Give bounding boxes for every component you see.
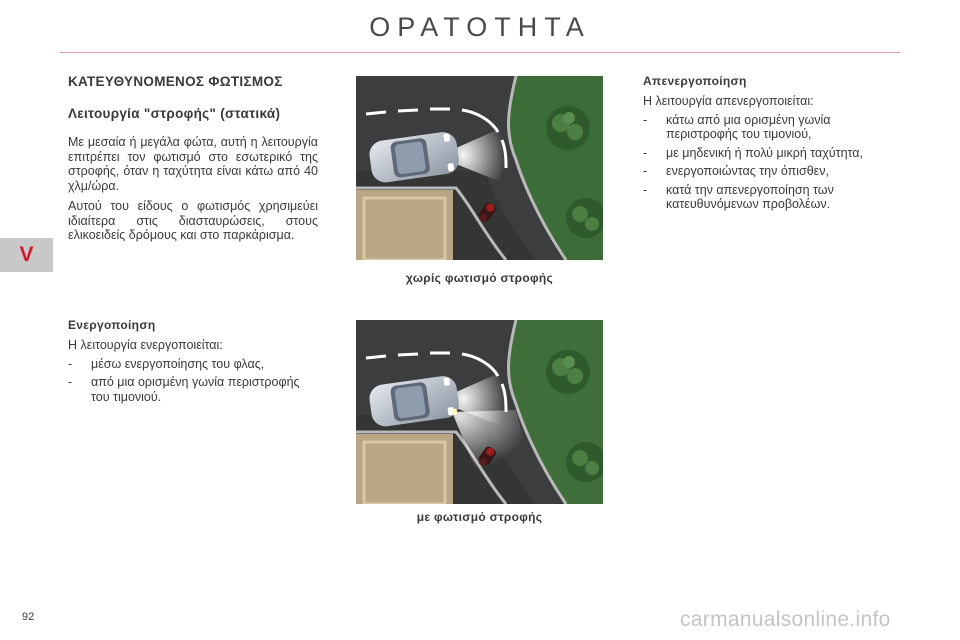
- activation-intro: Η λειτουργία ενεργοποιείται:: [68, 338, 223, 352]
- list-item: - μέσω ενεργοποίησης του φλας,: [68, 357, 318, 372]
- list-item: - κάτω από μια ορισμένη γωνία περιστροφής του τιμονιού,: [643, 113, 893, 142]
- deactivation-heading: Απενεργοποίηση: [643, 74, 747, 88]
- watermark: carmanualsonline.info: [680, 608, 891, 631]
- activation-list: [68, 357, 318, 405]
- list-item: - από μια ορισμένη γωνία περιστροφής του τιμονιού.: [68, 375, 318, 404]
- title-divider: [60, 52, 900, 53]
- chapter-tab-label: V: [19, 243, 34, 266]
- page-title: ΟΡΑΤΟΤΗΤΑ: [369, 12, 591, 42]
- chapter-tab: [0, 238, 53, 272]
- list-item: - κατά την απενεργοποίηση των κατευθυνόμενων προβολέων.: [643, 183, 893, 212]
- intro-paragraph: Με μεσαία ή μεγάλα φώτα, αυτή η λειτουργία επιτρέπει τον φωτισμό στο εσωτερικό της στροφής, όταν η ταχύτητα είναι κάτω από 40 χλμ/ώρα.: [68, 135, 318, 193]
- page-number: 92: [22, 611, 35, 623]
- illustration-with-cornering-light: [356, 320, 603, 504]
- list-item: - με μηδενική ή πολύ μικρή ταχύτητα,: [643, 146, 893, 161]
- subsection-title: Λειτουργία "στροφής" (στατικά): [68, 106, 281, 121]
- list-item: - ενεργοποιώντας την όπισθεν,: [643, 164, 893, 179]
- illustration-without-cornering-light: [356, 76, 603, 260]
- deactivation-intro: Η λειτουργία απενεργοποιείται:: [643, 94, 814, 108]
- activation-block: [68, 318, 318, 404]
- deactivation-list: [643, 113, 893, 212]
- illustration-caption: με φωτισμό στροφής: [416, 510, 543, 524]
- deactivation-block: [643, 74, 893, 212]
- section-title: ΚΑΤΕΥΘΥΝΟΜΕΝΟΣ ΦΩΤΙΣΜΟΣ: [68, 74, 283, 89]
- usage-paragraph: Αυτού του είδους ο φωτισμός χρησιμεύει ιδιαίτερα στις διασταυρώσεις, στους ελικοειδείς δρόμους και στο παρκάρισμα.: [68, 199, 318, 242]
- intro-block: [68, 74, 318, 243]
- illustration-caption: χωρίς φωτισμό στροφής: [405, 271, 554, 285]
- activation-heading: Ενεργοποίηση: [68, 318, 156, 332]
